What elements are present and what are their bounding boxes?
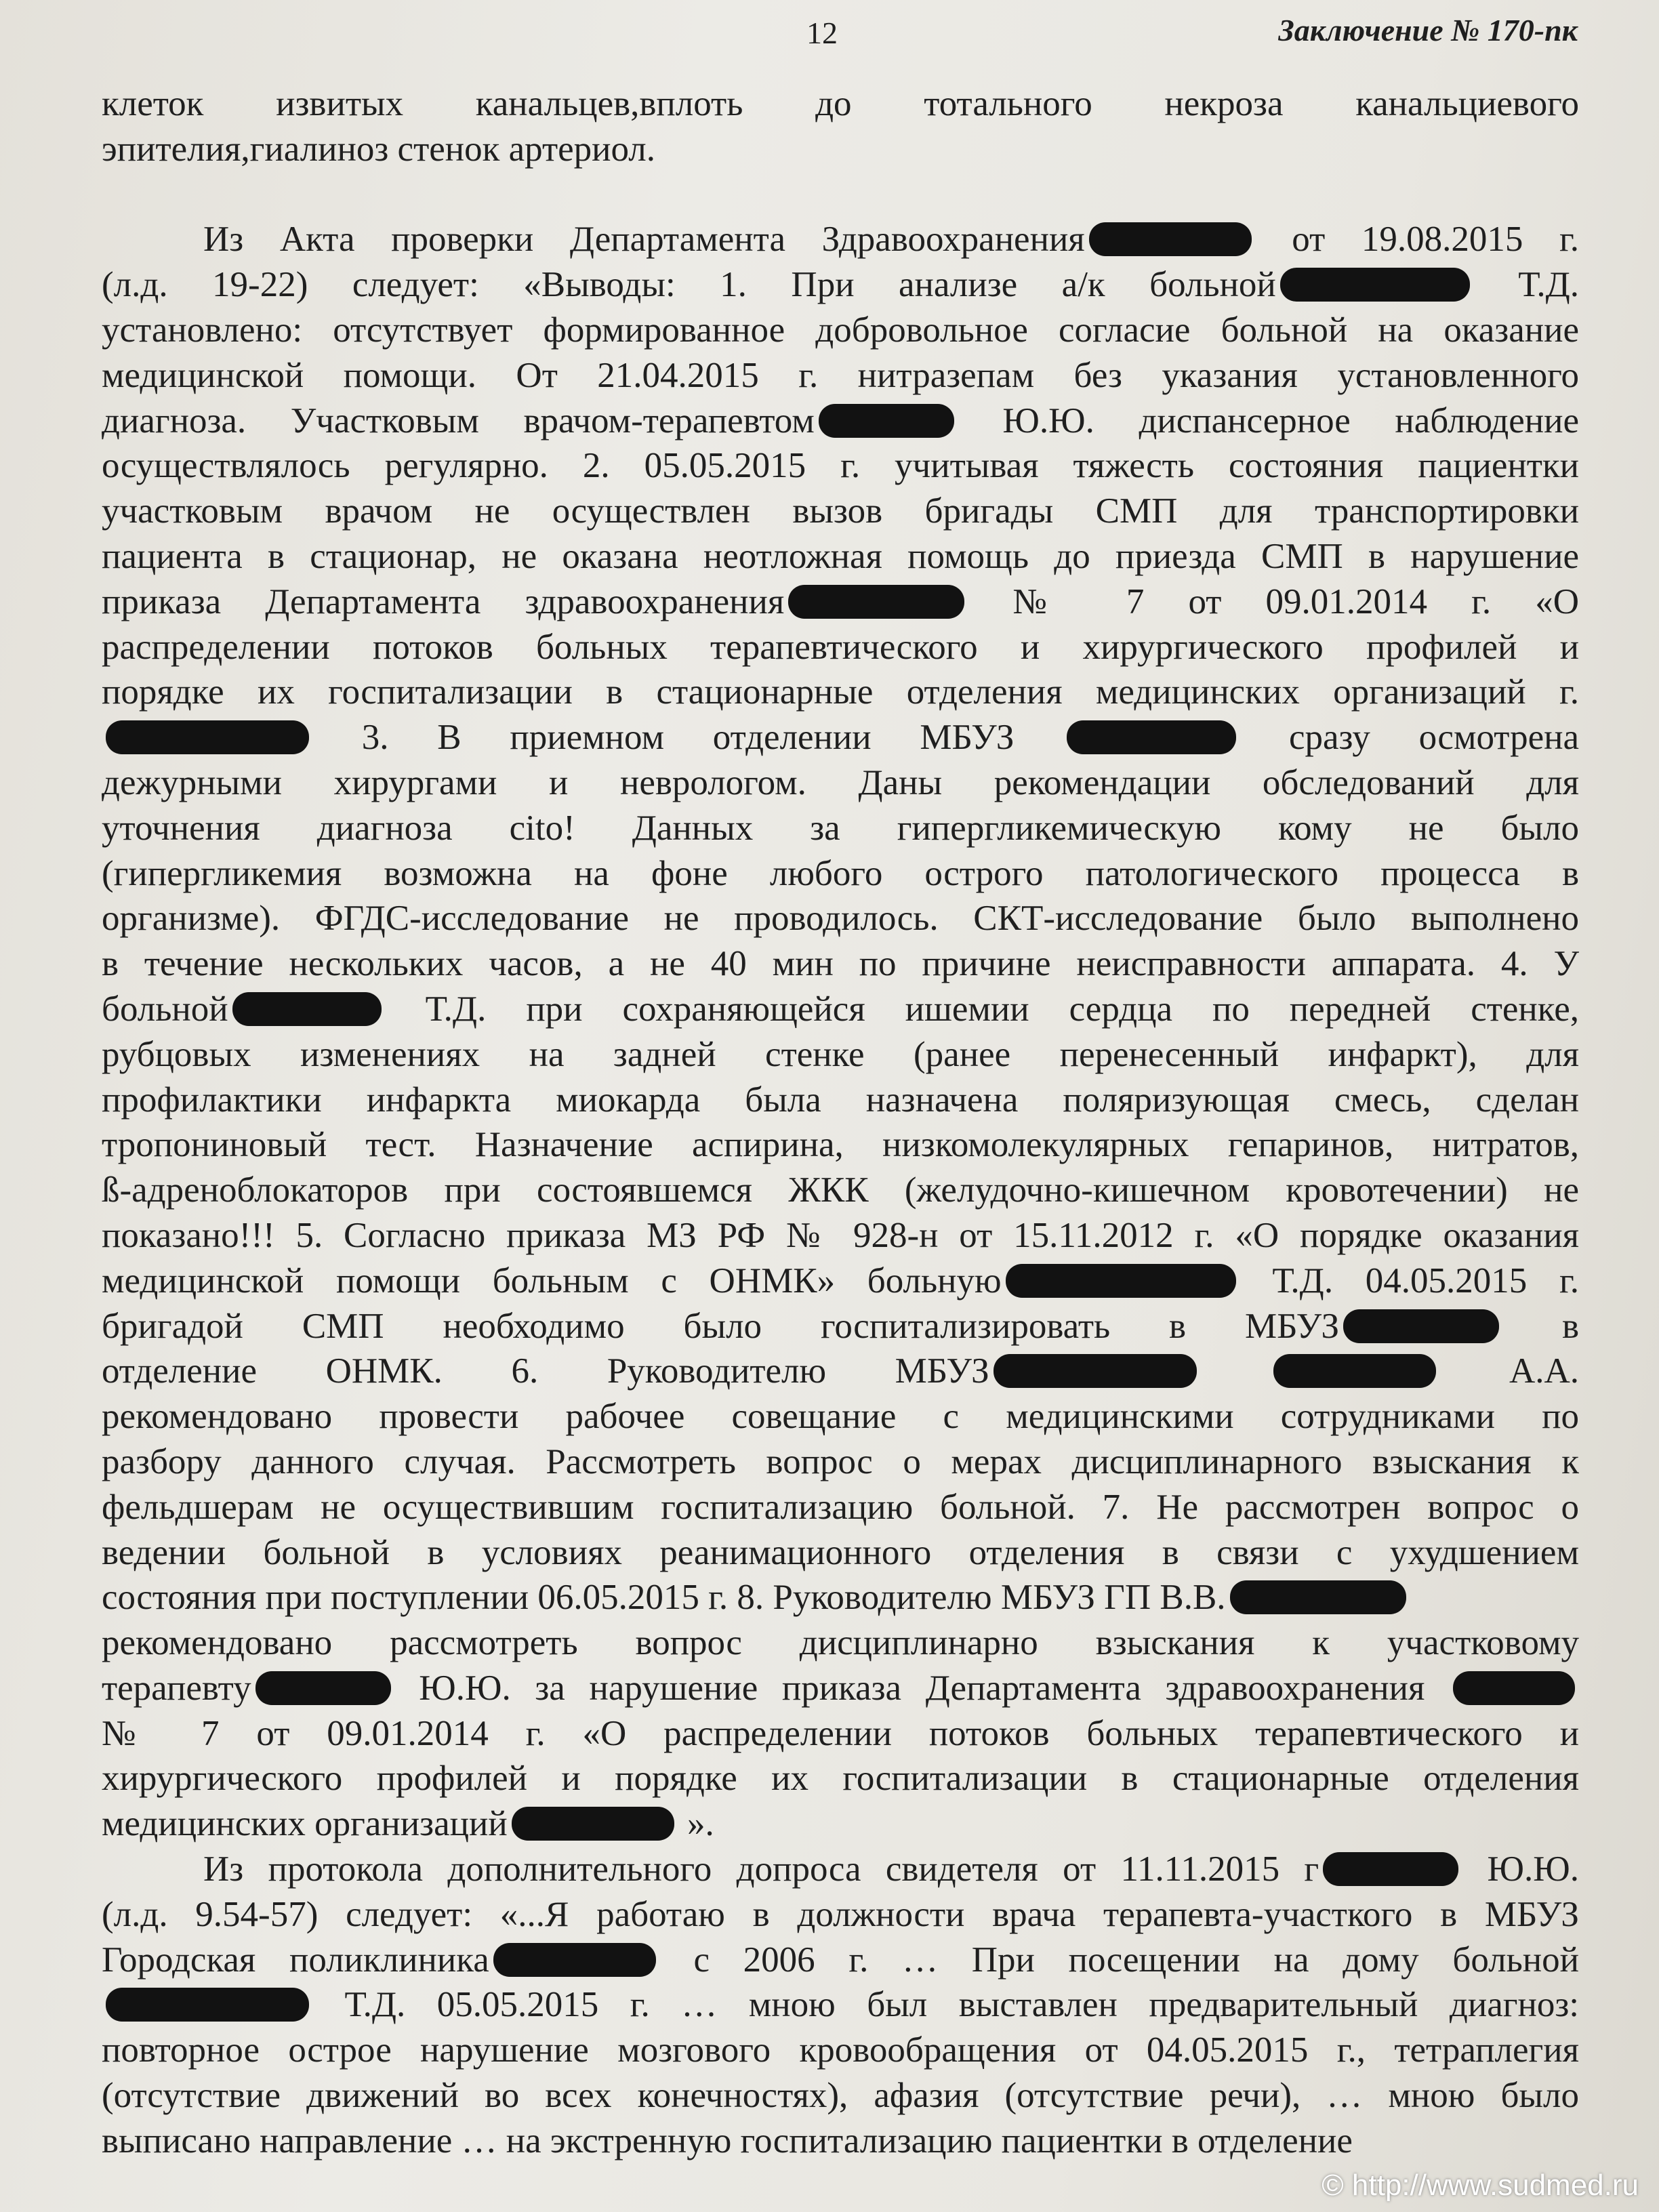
redaction-mark <box>1453 1671 1575 1705</box>
text-line <box>102 1258 1579 1304</box>
text-fragment: тропониновый тест. Назначение аспирина, низкомолекулярных гепаринов, нитратов, <box>102 1125 1579 1165</box>
text-fragment: Т.Д. при сохраняющейся ишемии сердца по передней стенке, <box>425 989 1579 1029</box>
document-label: Заключение № 170-пк <box>1278 13 1578 47</box>
text-fragment: Т.Д. 05.05.2015 г. … мною был выставлен предварительный диагноз: <box>344 1985 1579 2025</box>
text-fragment: (гипергликемия возможна на фоне любого острого патологического процесса в <box>102 853 1579 893</box>
text-fragment: 3. В приемном отделении МБУЗ <box>361 718 1063 758</box>
redaction-mark <box>1067 720 1236 754</box>
text-fragment: рекомендовано рассмотреть вопрос дисциплинарно взыскания к участковому <box>102 1623 1579 1663</box>
redaction-mark <box>1230 1580 1406 1614</box>
text-line <box>102 579 1579 625</box>
text-line <box>102 806 1579 851</box>
text-fragment: осуществлялось регулярно. 2. 05.05.2015 г. учитывая тяжесть состояния пациентки <box>102 446 1579 486</box>
text-fragment: участковым врачом не осуществлен вызов бригады СМП для транспортировки <box>102 491 1579 531</box>
redaction-mark <box>1280 268 1470 302</box>
text-fragment: терапевту <box>102 1668 251 1708</box>
text-fragment: показано!!! 5. Согласно приказа МЗ РФ № 928-н от 15.11.2012 г. «О порядке оказания <box>102 1215 1579 1255</box>
text-line <box>102 1485 1579 1530</box>
text-line <box>102 1756 1579 1801</box>
text-fragment: Ю.Ю. диспансерное наблюдение <box>1002 401 1579 441</box>
text-fragment: медицинской помощи больным с ОНМК» больную <box>102 1261 1002 1300</box>
watermark: © http://www.sudmed.ru <box>1322 2169 1639 2202</box>
redaction-mark <box>1273 1354 1436 1388</box>
text-line <box>102 1439 1579 1485</box>
text-fragment: А.А. <box>1440 1351 1579 1391</box>
text-fragment: эпителия,гиалиноз стенок артериол. <box>102 129 655 169</box>
text-line <box>102 1575 1579 1620</box>
text-fragment: повторное острое нарушение мозгового кровообращения от 04.05.2015 г., тетраплегия <box>102 2030 1579 2070</box>
text-line <box>102 851 1579 897</box>
text-line <box>102 353 1579 398</box>
page-number: 12 <box>806 16 838 50</box>
text-line <box>102 217 1579 262</box>
text-line <box>102 896 1579 941</box>
redaction-mark <box>819 404 954 438</box>
text-fragment: (л.д. 9.54-57) следует: «...Я работаю в должности врача терапевта-участкого в МБУЗ <box>102 1894 1579 1934</box>
document-body <box>102 81 1579 2164</box>
text-line <box>102 398 1579 444</box>
redaction-mark <box>1323 1852 1458 1886</box>
redaction-mark <box>255 1671 391 1705</box>
text-fragment: Из протокола дополнительного допроса свидетеля от 11.11.2015 г <box>203 1849 1319 1889</box>
text-line <box>102 1213 1579 1258</box>
text-fragment: порядке их госпитализации в стационарные отделения медицинских организаций г. <box>102 672 1579 712</box>
text-line <box>102 941 1579 987</box>
text-line <box>102 81 1579 127</box>
text-fragment: Ю.Ю. <box>1487 1849 1579 1889</box>
text-line <box>102 1801 1579 1847</box>
text-line <box>102 1394 1579 1439</box>
text-fragment: № 7 от 09.01.2014 г. «О <box>1012 581 1579 621</box>
text-fragment: Т.Д. <box>1518 265 1579 305</box>
text-fragment: (л.д. 19-22) следует: «Выводы: 1. При анализе а/к больной <box>102 265 1276 305</box>
redaction-mark <box>232 992 382 1026</box>
text-fragment: ß-адреноблокаторов при состоявшемся ЖКК (желудочно-кишечном кровотечении) не <box>102 1170 1579 1210</box>
text-line <box>102 2028 1579 2073</box>
text-fragment: медицинской помощи. От 21.04.2015 г. нитразепам без указания установленного <box>102 355 1579 395</box>
text-line <box>102 1711 1579 1757</box>
text-fragment: разбору данного случая. Рассмотреть вопрос о мерах дисциплинарного взыскания к <box>102 1441 1579 1481</box>
text-fragment: ». <box>687 1804 714 1844</box>
text-line <box>102 1892 1579 1938</box>
text-line <box>102 625 1579 670</box>
text-line <box>102 1530 1579 1576</box>
text-line <box>102 1620 1579 1666</box>
text-line <box>102 308 1579 353</box>
text-fragment: в течение нескольких часов, а не 40 мин по причине неисправности аппарата. 4. У <box>102 944 1579 984</box>
text-line <box>102 1168 1579 1213</box>
text-fragment: профилактики инфаркта миокарда была назначена поляризующая смесь, сделан <box>102 1080 1579 1120</box>
text-fragment: сразу осмотрена <box>1240 718 1579 758</box>
text-line <box>102 489 1579 534</box>
text-fragment: состояния при поступлении 06.05.2015 г. 8. Руководителю МБУЗ ГП В.В. <box>102 1578 1226 1618</box>
text-fragment: уточнения диагноза cito! Данных за гипергликемическую кому не было <box>102 808 1579 848</box>
text-fragment: пациента в стационар, не оказана неотложная помощь до приезда СМП в нарушение <box>102 536 1579 576</box>
text-fragment: хирургического профилей и порядке их госпитализации в стационарные отделения <box>102 1759 1579 1799</box>
redaction-mark <box>788 585 964 619</box>
text-fragment: диагноза. Участковым врачом-терапевтом <box>102 401 815 441</box>
text-fragment: Т.Д. 04.05.2015 г. <box>1272 1261 1579 1300</box>
redaction-mark <box>512 1807 674 1841</box>
text-fragment: рекомендовано провести рабочее совещание с медицинскими сотрудниками по <box>102 1397 1579 1437</box>
redaction-mark <box>1006 1264 1236 1298</box>
text-fragment: установлено: отсутствует формированное добровольное согласие больной на оказание <box>102 310 1579 350</box>
text-fragment: клеток извитых канальцев,вплоть до тотального некроза канальциевого <box>102 84 1579 123</box>
text-line <box>102 1032 1579 1078</box>
text-fragment: рубцовых изменениях на задней стенке (ранее перенесенный инфаркт), для <box>102 1034 1579 1074</box>
text-line <box>102 262 1579 308</box>
text-line <box>102 2073 1579 2118</box>
text-line <box>102 2118 1579 2164</box>
text-line <box>102 1304 1579 1349</box>
redaction-mark <box>1089 222 1252 256</box>
text-line <box>102 1982 1579 2028</box>
text-fragment: отделение ОНМК. 6. Руководителю МБУЗ <box>102 1351 989 1391</box>
text-line <box>102 1666 1579 1711</box>
text-line <box>102 760 1579 806</box>
text-line <box>102 715 1579 760</box>
redaction-mark <box>493 1943 656 1977</box>
text-fragment: бригадой СМП необходимо было госпитализировать в МБУЗ <box>102 1306 1340 1346</box>
redaction-mark <box>106 1988 309 2022</box>
text-fragment: фельдшерам не осуществившим госпитализацию больной. 7. Не рассмотрен вопрос о <box>102 1487 1579 1527</box>
text-fragment: (отсутствие движений во всех конечностях), афазия (отсутствие речи), … мною было <box>102 2076 1579 2116</box>
text-line <box>102 1938 1579 1983</box>
text-line <box>102 127 1579 172</box>
text-fragment: распределении потоков больных терапевтического и хирургического профилей и <box>102 627 1579 667</box>
text-line <box>102 1847 1579 1892</box>
text-fragment: больной <box>102 989 228 1029</box>
text-fragment: Ю.Ю. за нарушение приказа Департамента здравоохранения <box>419 1668 1449 1708</box>
redaction-mark <box>106 720 309 754</box>
text-line <box>102 534 1579 579</box>
text-line <box>102 1349 1579 1394</box>
text-fragment: от 19.08.2015 г. <box>1292 220 1579 260</box>
redaction-mark <box>994 1354 1197 1388</box>
text-line <box>102 172 1579 218</box>
text-fragment: организме). ФГДС-исследование не проводилось. СКТ-исследование было выполнено <box>102 899 1579 939</box>
text-line <box>102 1078 1579 1123</box>
redaction-mark <box>1343 1309 1499 1343</box>
text-line <box>102 1122 1579 1168</box>
text-fragment: приказа Департамента здравоохранения <box>102 581 785 621</box>
text-fragment: в <box>1561 1306 1579 1346</box>
text-fragment: с 2006 г. … При посещении на дому больной <box>693 1940 1579 1980</box>
text-line <box>102 443 1579 489</box>
text-fragment: № 7 от 09.01.2014 г. «О распределении потоков больных терапевтического и <box>102 1713 1579 1753</box>
text-fragment: Из Акта проверки Департамента Здравоохранения <box>203 220 1085 260</box>
text-fragment: медицинских организаций <box>102 1804 508 1844</box>
text-line <box>102 670 1579 715</box>
text-line <box>102 987 1579 1032</box>
text-fragment: дежурными хирургами и неврологом. Даны рекомендации обследований для <box>102 762 1579 802</box>
text-fragment: выписано направление … на экстренную госпитализацию пациентки в отделение <box>102 2121 1353 2160</box>
text-fragment: ведении больной в условиях реанимационного отделения в связи с ухудшением <box>102 1532 1579 1572</box>
text-fragment: Городская поликлиника <box>102 1940 489 1980</box>
